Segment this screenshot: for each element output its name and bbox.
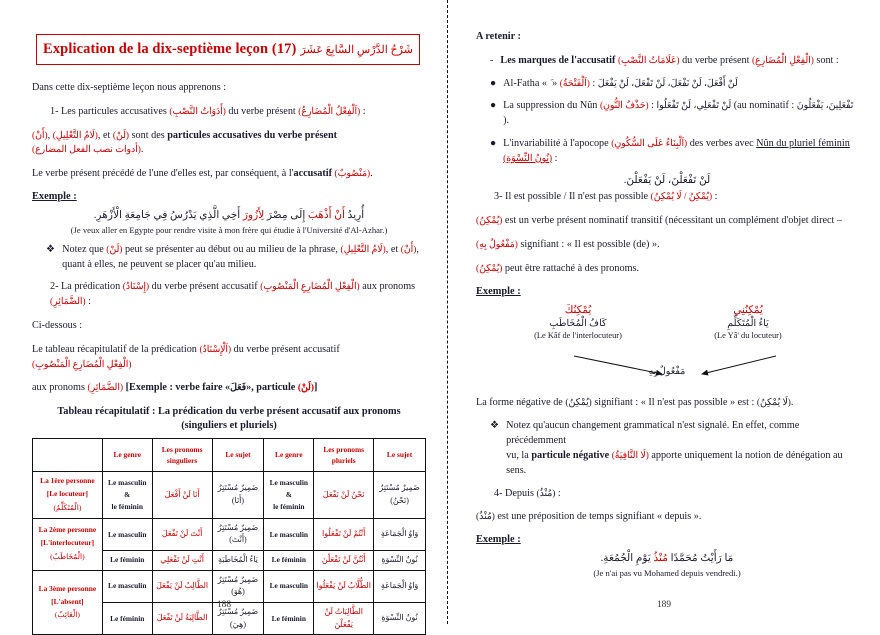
table-cell-pronoun-sg: الطَّالِبُ لَنْ يَفْعَلَ (152, 570, 212, 602)
table-cell-pronoun-pl: نَحْنُ لَنْ نَفْعَلَ (314, 471, 374, 518)
note-body-right (506, 419, 858, 478)
note-right-arabic: (لَا النَّافِيَةُ) (611, 450, 649, 461)
table-cell-pronoun-sg: أَنْتَ لَنْ تَفْعَلَ (152, 518, 212, 550)
bullet-invariability (476, 137, 858, 167)
item-4-heading (476, 487, 858, 502)
nun-text-a: La suppression du Nûn (503, 100, 598, 112)
table-cell-subject-pl: وَاوُ الْجَمَاعَةِ (374, 518, 426, 550)
recap-1-text-a: Le tableau récapitulatif de la prédication (32, 343, 197, 355)
dash-bullet-icon: - (490, 54, 494, 66)
exemple-label-right-2: Exemple : (476, 534, 521, 546)
table-cell-pronoun-pl: أَنْتُنَّ لَنْ تَفْعَلْنَ (314, 551, 374, 571)
bullet-nun-body (503, 99, 858, 129)
note-block-left (32, 243, 426, 273)
accusatif-arabic: (مَنْصُوبٌ) (334, 169, 371, 180)
note-arabic-c: (أَنْ) (400, 244, 417, 255)
item-4-number: 4- (494, 487, 503, 499)
item-2-arabic-a: (إِسْنَادُ) (122, 282, 150, 293)
th-subject-sg: Le sujet (212, 438, 264, 471)
person-label-role: [Le locuteur] (46, 488, 89, 498)
example-post: أَخِي الَّذِي يَدْرُسُ فِي جَامِعَةِ الْأَزْهَرِ. (93, 209, 241, 221)
table-cell-genre-pl: Le masculin (264, 570, 314, 602)
example-sentence-right (476, 552, 858, 564)
negative-period: . (790, 396, 794, 408)
person-label-arabic: (الْمُخَاطَبُ) (50, 552, 85, 562)
recap-2-text-c: », particule (246, 382, 296, 394)
table-cell-genre-sg: Le masculin (102, 570, 152, 602)
maful-bihi-arabic: (مَفْعُولٌ بِهِ) (476, 240, 518, 251)
lesson-title-arabic: شَرْحُ الدَّرْسِ السَّابِعَ عَشَرَ (300, 44, 413, 56)
person-label-role: [L'absent] (51, 596, 84, 606)
particle-lan: (لَنْ) (112, 130, 130, 141)
inv-text-a: L'invariabilité à l'apocope (503, 137, 609, 149)
inv-underlined-term: Nûn du pluriel féminin (756, 137, 850, 149)
table-cell-subject-pl: نُونُ النِّسْوَةِ (374, 551, 426, 571)
person-label-role: [L'interlocuteur] (40, 538, 95, 548)
example-translation-left: (Je veux aller en Egypte pour rendre visite à mon frère qui étudie à l'Université d'Al-Azhar.) (70, 224, 388, 235)
note-body-left (62, 243, 426, 273)
recap-2-text-d: ] (313, 382, 318, 394)
example-highlight-2: لِأَزُورَ (242, 209, 265, 221)
table-caption-line-2: (singuliers et pluriels) (181, 420, 277, 432)
table-cell-pronoun-sg: أَنَا لَنْ أَفْعَلَ (152, 471, 212, 518)
fatha-text-a: Al-Fatha « (503, 77, 548, 89)
th-pronouns-pl: Les pronoms pluriels (314, 438, 374, 471)
person-label-arabic: (الْغَائِبُ) (54, 610, 80, 620)
diamond-bullet-icon-right: ❖ (490, 420, 500, 432)
table-body (33, 471, 426, 634)
negative-text-a: La forme négative de (476, 396, 563, 408)
bullet-fatha-body (503, 77, 858, 92)
note-block-right (476, 419, 858, 478)
th-person (33, 438, 103, 471)
figure-ya-column (668, 304, 828, 340)
table-cell-genre-pl: Le masculin & le féminin (264, 471, 314, 518)
mundhu-arabic: (مُنْذُ) (476, 512, 495, 523)
recap-1-arabic-b: (الْفِعْلِ الْمُضَارِعِ الْمَنْصُوبِ) (32, 359, 132, 370)
person-label-fr: La 2ème personne (38, 525, 97, 535)
intro-paragraph: Dans cette dix-septième leçon nous apprenons : (32, 82, 227, 93)
example-mid: إِلَى مِصْرَ (266, 209, 306, 221)
a-retenir-heading: A retenir : (476, 31, 521, 42)
note-arabic-a: (لَنْ) (106, 244, 123, 255)
table-cell-subject-sg: ضَمِيرٌ مُسْتَتِرٌ (أَنْتَ) (212, 518, 264, 550)
yumkin-definition-text-1: est un verbe présent nominatif transitif (nécessitant un complément d'objet direct – (504, 215, 842, 227)
figure-right-word: يُمْكِنُنِي (733, 304, 763, 316)
item-3-number: 3- (494, 191, 503, 203)
negative-arabic-b: (لَا يُمْكِنُ) (756, 397, 791, 408)
invariability-examples: لَنْ تَفْعَلْنَ، لَنْ يَفْعَلْنَ. (623, 175, 711, 187)
marques-body (500, 54, 858, 69)
item-2-text-b: du verbe présent accusatif (151, 281, 258, 293)
accusatif-period: . (370, 168, 373, 180)
negative-text-b: signifiant : « Il n'est pas possible » est : (594, 396, 755, 408)
particles-period: . (140, 144, 144, 156)
yumkin-definition-line-1 (476, 214, 858, 229)
page-number-left: 188 (216, 600, 232, 610)
table-cell-subject-sg: يَاءُ الْمُخَاطَبَةِ (212, 551, 264, 571)
yumkin-arabic-1: (يُمْكِنُ) (476, 216, 503, 227)
example-sentence-left (32, 209, 426, 221)
bullet-invariability-body (503, 137, 858, 167)
table-row (33, 570, 426, 602)
example-right-pre: مَا رَأَيْتُ مُحَمَّدًا (670, 553, 734, 565)
lesson-title-french: Explication de la dix-septième leçon (17) (43, 41, 297, 57)
yumkin-arabic-2: (يُمْكِنُ) (476, 263, 503, 274)
item-2-text-c: aux pronoms (362, 281, 416, 293)
item-2-number: 2- (50, 281, 59, 293)
bullet-fatha (476, 77, 858, 92)
negative-form-line (476, 396, 858, 411)
fatha-arabic-name: (اَلْفَتْحَةُ) (559, 78, 590, 89)
item-4-text: Depuis (505, 487, 534, 499)
nun-arabic-examples: لَنْ تَفْعَلِي، لَنْ تَفْعَلُوا (656, 101, 732, 112)
table-cell-genre-pl: Le féminin (264, 551, 314, 571)
note-text-b: peut se présenter au début ou au milieu de la phrase, (124, 243, 338, 255)
table-cell-genre-pl: Le masculin (264, 518, 314, 550)
example-pre: أُرِيدُ (347, 209, 365, 221)
pronoun-attachment-figure (476, 304, 858, 396)
item-2-arabic-b: (الْفِعْلِ الْمُضَارِعِ الْمَنْصُوبِ) (260, 282, 360, 293)
table-header-row (33, 438, 426, 471)
item-1-colon: : (362, 105, 366, 117)
item-3-arabic: (يُمْكِنُ / لَا يُمْكِنُ) (650, 192, 713, 203)
particles-text: sont des (131, 129, 165, 141)
table-cell-pronoun-pl: الطُّلَّابُ لَنْ يَفْعَلُوا (314, 570, 374, 602)
fatha-text-b: » (552, 77, 558, 89)
recap-1-text-b: du verbe présent accusatif (233, 343, 340, 355)
diamond-bullet-icon: ❖ (46, 243, 56, 255)
marques-arabic-b: (الْفِعْلِ الْمُضَارِعِ) (751, 55, 814, 66)
inv-arabic-nun: (نُونُ النِّسْوَةِ) (503, 153, 553, 164)
bullet-nun-suppression (476, 99, 858, 129)
table-cell-pronoun-pl: الطَّالِبَاتُ لَنْ يَفْعَلْنَ (314, 603, 374, 635)
lesson-title-banner (36, 34, 420, 65)
recap-line-2 (32, 381, 426, 396)
table-cell-genre-sg: Le féminin (102, 551, 152, 571)
figure-target-label: مَفْعُولٌ بِهِ (648, 365, 686, 377)
round-bullet-icon-1: ● (490, 77, 497, 89)
table-caption-line-1: Tableau récapitulatif : La prédication du verbe présent accusatif aux pronoms (57, 406, 401, 418)
figure-left-sub: كَافُ الْمُخَاطَبِ (549, 317, 607, 329)
exemple-label-right: Exemple : (476, 285, 521, 297)
figure-left-word: يُمْكِنُكَ (564, 304, 592, 316)
item-3-heading (476, 190, 858, 205)
item-3-text: Il est possible / Il n'est pas possible (505, 191, 649, 203)
mundhu-definition (476, 510, 858, 525)
th-pronouns-sg: Les pronoms singuliers (152, 438, 212, 471)
round-bullet-icon-3: ● (490, 137, 497, 149)
negative-arabic-a: (يُمْكِنُ) (565, 397, 592, 408)
inv-text-b: des verbes avec (689, 137, 754, 149)
particles-paragraph (32, 129, 426, 159)
table-row (33, 471, 426, 518)
note-arabic-b: (لَامُ التَّعْلِيلِ) (340, 244, 386, 255)
table-cell-subject-sg: ضَمِيرٌ مُسْتَتِرٌ (هُوَ) (212, 570, 264, 602)
nun-colon: : (651, 100, 654, 112)
marques-text: du verbe présent (682, 54, 750, 66)
table-cell-subject-pl: ضَمِيرٌ مُسْتَتِرٌ (نَحْنُ) (374, 471, 426, 518)
recap-2-arabic-b: فَعَلَ (230, 383, 247, 394)
yumkin-definition-text-2: signifiant : « Il est possible (de) ». (520, 239, 660, 251)
exemple-label-left: Exemple : (32, 190, 77, 202)
note-right-line-2-a: vu, la (506, 449, 529, 461)
note-right-bold: particule négative (531, 449, 610, 461)
th-genre-sg: Le genre (102, 438, 152, 471)
table-cell-pronoun-pl: أَنْتُمْ لَنْ تَفْعَلُوا (314, 518, 374, 550)
example-right-highlight: مُنْذُ (653, 553, 668, 565)
figure-left-gloss: (Le Kâf de l'interlocuteur) (534, 330, 622, 340)
table-row (33, 518, 426, 550)
particle-an: (أَنْ) (32, 130, 48, 141)
inv-colon: : (554, 152, 558, 164)
table-cell-genre-sg: Le masculin (102, 518, 152, 550)
figure-kaf-column (498, 304, 658, 340)
particle-lam-taalil: (لَامُ التَّعْلِيلِ) (52, 130, 98, 141)
note-right-line-2-b: apporte uniquement la notion de dénégation au sens. (506, 449, 843, 476)
particles-sep-2: , et (97, 129, 111, 141)
particles-sep-1: , (47, 129, 51, 141)
example-right-post: يَوْمِ الْجُمُعَةِ. (600, 553, 651, 565)
table-cell-person (33, 518, 103, 570)
recap-2-arabic-c: (لَنْ) (297, 383, 314, 394)
fatha-arabic-examples: لَنْ أَفْعَلَ، لَنْ نَفْعَلَ، لَنْ تَفْعَلَ، لَنْ يَفْعَلَ (597, 78, 738, 89)
nun-text-b: (au nominatif : (733, 100, 795, 112)
item-2-colon: : (88, 296, 91, 308)
page-number-right: 189 (656, 600, 672, 610)
item-1-heading (32, 105, 426, 120)
particles-arabic-term: (أدوات نصب الفعل المضارع) (32, 145, 141, 156)
item-1-text-b: du verbe présent (228, 105, 296, 117)
item-1-number: 1- (50, 105, 59, 117)
example-translation-right: (Je n'ai pas vu Mohamed depuis vendredi.) (593, 568, 741, 579)
particles-bold-term: particules accusatives du verbe présent (167, 129, 338, 141)
recap-2-text-a: aux pronoms (32, 382, 85, 394)
inv-arabic-name: (اَلْبِنَاءُ عَلَى السُّكُونِ) (611, 138, 688, 149)
recap-2-text-b: [Exemple : verbe faire « (125, 382, 231, 394)
table-cell-pronoun-sg: الطَّالِبَةُ لَنْ تَفْعَلَ (152, 603, 212, 635)
note-line-2: quant à elles, ne peuvent se placer qu'au milieu. (62, 258, 257, 270)
recap-1-arabic-a: (اَلْإِسْنَادُ) (199, 344, 232, 355)
table-cell-subject-pl: نُونُ النِّسْوَةِ (374, 603, 426, 635)
accusatif-paragraph (32, 167, 426, 182)
marques-end: sont : (816, 54, 839, 66)
table-cell-pronoun-sg: أَنْتِ لَنْ تَفْعَلِي (152, 551, 212, 571)
table-caption (32, 405, 426, 433)
th-subject-pl: Le sujet (374, 438, 426, 471)
table-cell-subject-pl: وَاوُ الْجَمَاعَةِ (374, 570, 426, 602)
item-1-arabic-b: (اَلْفِعْلُ الْمُضَارِعُ) (298, 106, 361, 117)
item-4-colon: : (557, 487, 561, 499)
yumkin-pronouns-text: peut être rattaché à des pronoms. (504, 262, 640, 274)
item-4-arabic: (مُنْذُ) (536, 488, 556, 499)
person-label-arabic: (الْمُتَكَلِّمُ) (53, 502, 82, 512)
marques-block (476, 54, 858, 69)
example-highlight-1: أَنْ أَذْهَبَ (307, 209, 345, 221)
item-2-arabic-c: (الضَّمَائِرِ) (50, 297, 86, 308)
page-right (448, 0, 880, 624)
recap-line-1 (32, 343, 426, 373)
accusatif-bold: accusatif (293, 168, 332, 180)
figure-right-gloss: (Le Yâ' du locuteur) (714, 330, 782, 340)
nun-text-c: ). (503, 115, 510, 127)
note-right-line-1: Notez qu'aucun changement grammatical n'est signalé. En effet, comme précédemment (506, 420, 800, 447)
marques-arabic-a: (عَلَامَاتُ النَّصْبِ) (617, 55, 680, 66)
table-cell-subject-sg: ضَمِيرٌ مُسْتَتِرٌ (هِيَ) (212, 603, 264, 635)
ci-dessous-line: Ci-dessous : (32, 320, 83, 332)
item-1-arabic-a: (أَدَوَاتُ النَّصْبِ) (169, 106, 226, 117)
figure-right-sub: يَاءُ الْمُتَكَلِّمِ (727, 317, 769, 329)
note-text-a: Notez que (62, 243, 104, 255)
th-genre-pl: Le genre (264, 438, 314, 471)
accusatif-text: Le verbe présent précédé de l'une d'elles est, par conséquent, à l' (32, 168, 294, 180)
mundhu-definition-text: est une préposition de temps signifiant « depuis ». (497, 511, 702, 523)
marques-bold: Les marques de l'accusatif (500, 54, 616, 66)
note-text-c: , et (385, 243, 399, 255)
item-3-colon: : (714, 191, 718, 203)
table-cell-genre-sg: Le féminin (102, 603, 152, 635)
table-cell-subject-sg: ضَمِيرٌ مُسْتَتِرٌ (أَنَا) (212, 471, 264, 518)
table-cell-person (33, 471, 103, 518)
item-2-text-a: La prédication (61, 281, 121, 293)
nun-arabic-nominative: تَفْعَلِينَ، يَفْعَلُونَ (796, 101, 854, 112)
nun-arabic-name: (حَذْفُ النُّونِ) (599, 101, 649, 112)
table-cell-genre-pl: Le féminin (264, 603, 314, 635)
recap-2-arabic-a: (الضَّمَائِرِ) (87, 383, 124, 394)
item-1-text-a: Les particules accusatives (61, 105, 167, 117)
table-cell-genre-sg: Le masculin & le féminin (102, 471, 152, 518)
fatha-colon: : (592, 77, 596, 89)
person-label-fr: La 3ème personne (38, 583, 97, 593)
yumkin-pronouns-line (476, 262, 858, 277)
item-2-heading (32, 280, 426, 310)
round-bullet-icon-2: ● (490, 100, 497, 112)
yumkin-definition-line-2 (476, 238, 858, 253)
note-text-d: , (416, 243, 419, 255)
person-label-fr: La 1ère personne (40, 475, 95, 485)
